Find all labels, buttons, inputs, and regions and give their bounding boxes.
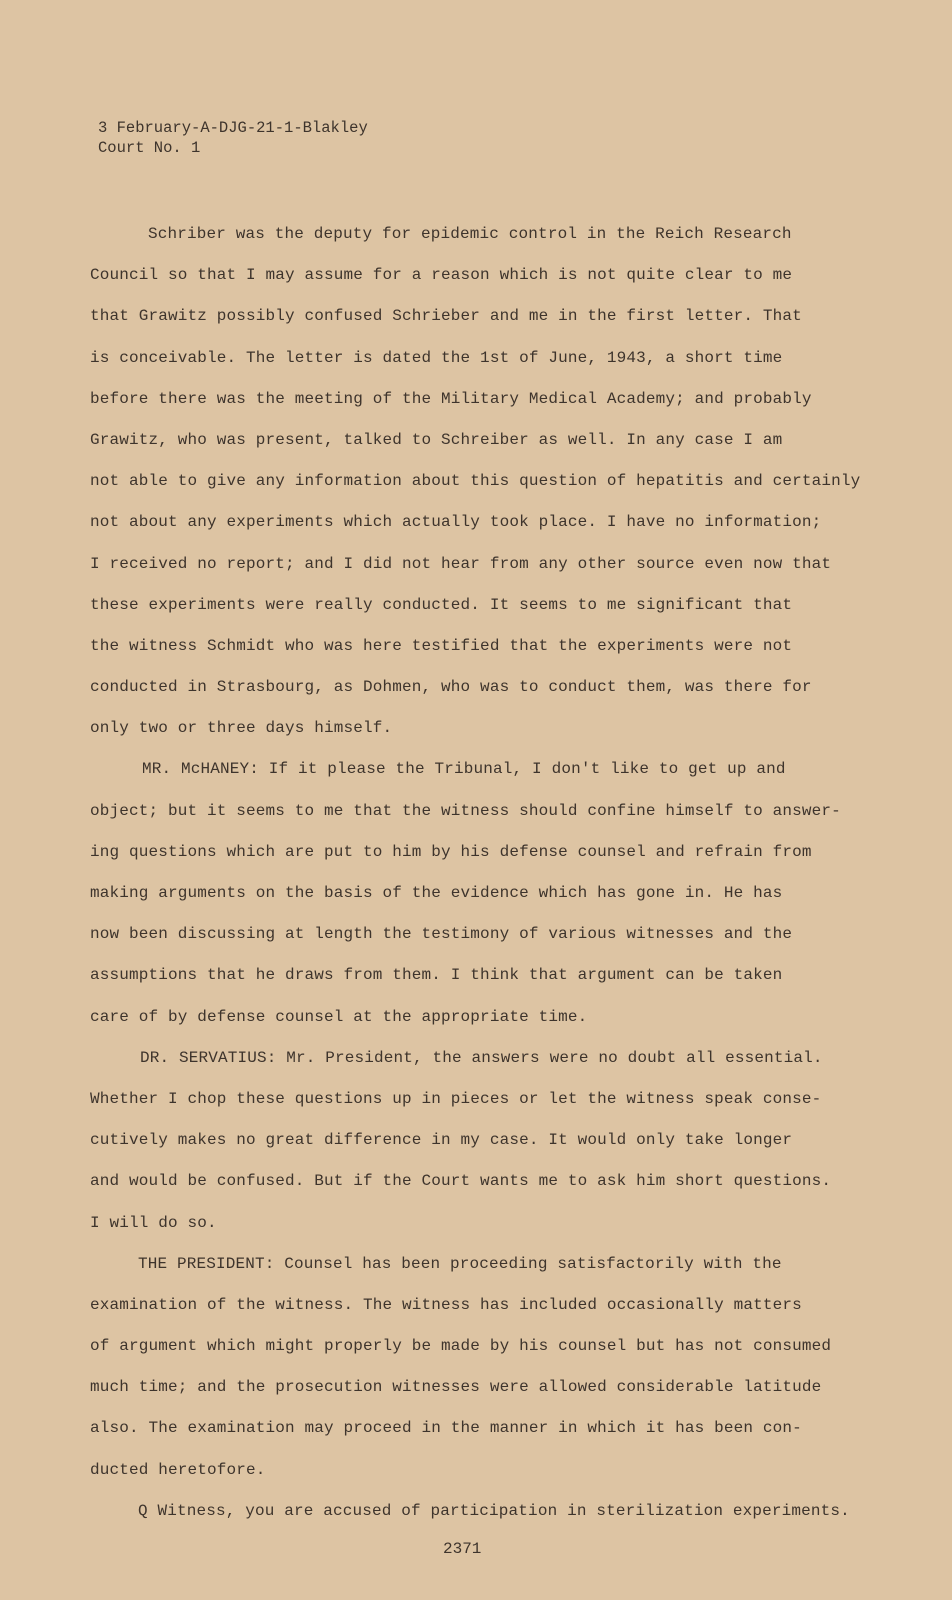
transcript-line: assumptions that he draws from them. I think that argument can be taken [90, 966, 783, 985]
page-number: 2371 [443, 1540, 482, 1558]
header-court: Court No. 1 [98, 139, 201, 157]
transcript-line: object; but it seems to me that the witness should confine himself to answer- [90, 801, 841, 820]
transcript-line: cutively makes no great difference in my case. It would only take longer [90, 1131, 793, 1150]
transcript-line: of argument which might properly be made by his counsel but has not consumed [90, 1337, 832, 1356]
transcript-line: only two or three days himself. [90, 719, 393, 738]
transcript-line: Q Witness, you are accused of participation in sterilization experiments. [138, 1501, 850, 1520]
transcript-line: now been discussing at length the testimony of various witnesses and the [90, 925, 793, 944]
header-reference: 3 February-A-DJG-21-1-Blakley [98, 119, 368, 137]
transcript-line: not about any experiments which actually took place. I have no information; [90, 513, 822, 532]
transcript-line: Council so that I may assume for a reason which is not quite clear to me [90, 266, 793, 285]
transcript-line: also. The examination may proceed in the manner in which it has been con- [90, 1419, 802, 1438]
transcript-line: these experiments were really conducted. It seems to me significant that [90, 595, 793, 614]
transcript-line: that Grawitz possibly confused Schrieber and me in the first letter. That [90, 307, 802, 326]
transcript-line: Whether I chop these questions up in pieces or let the witness speak conse- [90, 1089, 822, 1108]
transcript-line: Grawitz, who was present, talked to Schreiber as well. In any case I am [90, 430, 783, 449]
transcript-line: before there was the meeting of the Military Medical Academy; and probably [90, 389, 812, 408]
transcript-line: I will do so. [90, 1213, 217, 1232]
transcript-line: making arguments on the basis of the evidence which has gone in. He has [90, 884, 783, 902]
transcript-line: and would be confused. But if the Court wants me to ask him short questions. [90, 1172, 832, 1191]
transcript-line: MR. McHANEY: If it please the Tribunal, I don't like to get up and [142, 760, 786, 779]
transcript-line: ing questions which are put to him by his defense counsel and refrain from [90, 842, 812, 861]
transcript-body [90, 222, 920, 1540]
transcript-line: ducted heretofore. [90, 1460, 266, 1479]
transcript-line: much time; and the prosecution witnesses were allowed considerable latitude [90, 1378, 822, 1397]
transcript-line: THE PRESIDENT: Counsel has been proceeding satisfactorily with the [138, 1254, 782, 1273]
transcript-line: I received no report; and I did not hear from any other source even now that [90, 554, 832, 573]
transcript-line: conducted in Strasbourg, as Dohmen, who was to conduct them, was there for [90, 678, 812, 697]
transcript-line: is conceivable. The letter is dated the 1st of June, 1943, a short time [90, 348, 783, 367]
transcript-line: the witness Schmidt who was here testified that the experiments were not [90, 636, 793, 655]
transcript-line: care of by defense counsel at the appropriate time. [90, 1007, 588, 1026]
transcript-line: DR. SERVATIUS: Mr. President, the answers were no doubt all essential. [140, 1048, 823, 1067]
transcript-line: examination of the witness. The witness has included occasionally matters [90, 1295, 802, 1314]
document-header [98, 118, 368, 158]
transcript-line: not able to give any information about this question of hepatitis and certainly [90, 472, 861, 491]
transcript-line: Schriber was the deputy for epidemic control in the Reich Research [148, 225, 792, 243]
